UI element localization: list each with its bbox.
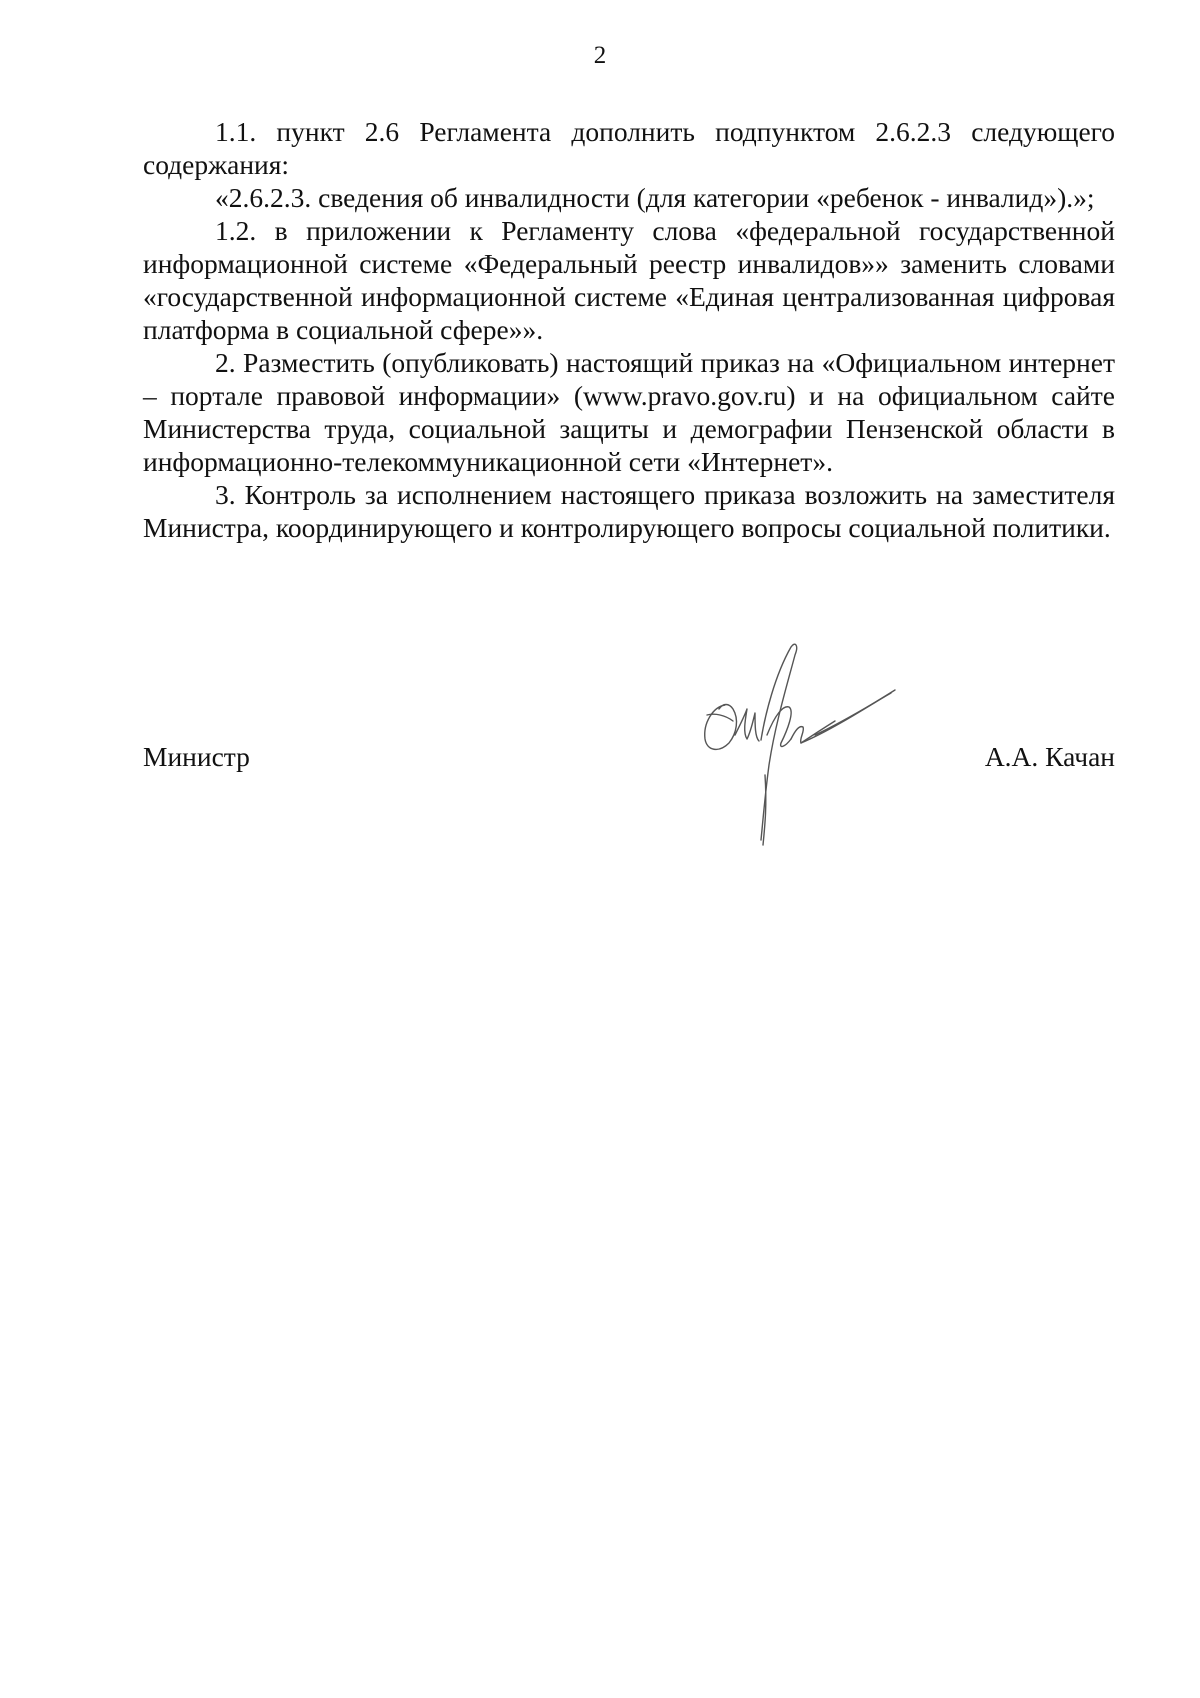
paragraph-1-2: 1.2. в приложении к Регламенту слова «федеральной государственной информационной системе «Федеральный реестр инвалидов»» заменить словами «государственной информационной системе «Единая централизованная цифровая платформа в социальной сфере»».: [143, 215, 1115, 345]
signature-block: [143, 740, 1115, 780]
handwritten-signature: [695, 635, 905, 850]
paragraph-1-1: 1.1. пункт 2.6 Регламента дополнить подпунктом 2.6.2.3 следующего содержания:: [143, 116, 1115, 180]
paragraph-2: 2. Разместить (опубликовать) настоящий приказ на «Официальном интернет – портале правовой информации» (www.pravo.gov.ru) и на официальном сайте Министерства труда, социальной защиты и демографии Пензенской области в информационно-телекоммуникационной сети «Интернет».: [143, 347, 1115, 477]
paragraph-3: 3. Контроль за исполнением настоящего приказа возложить на заместителя Министра, координирующего и контролирующего вопросы социальной политики.: [143, 479, 1115, 543]
document-body: [143, 115, 1115, 544]
signer-name: А.А. Качан: [984, 741, 1115, 772]
paragraph-quote-2-6-2-3: «2.6.2.3. сведения об инвалидности (для категории «ребенок - инвалид»).»;: [215, 182, 1095, 213]
page-number: 2: [593, 42, 607, 69]
signer-position: Министр: [143, 741, 250, 772]
